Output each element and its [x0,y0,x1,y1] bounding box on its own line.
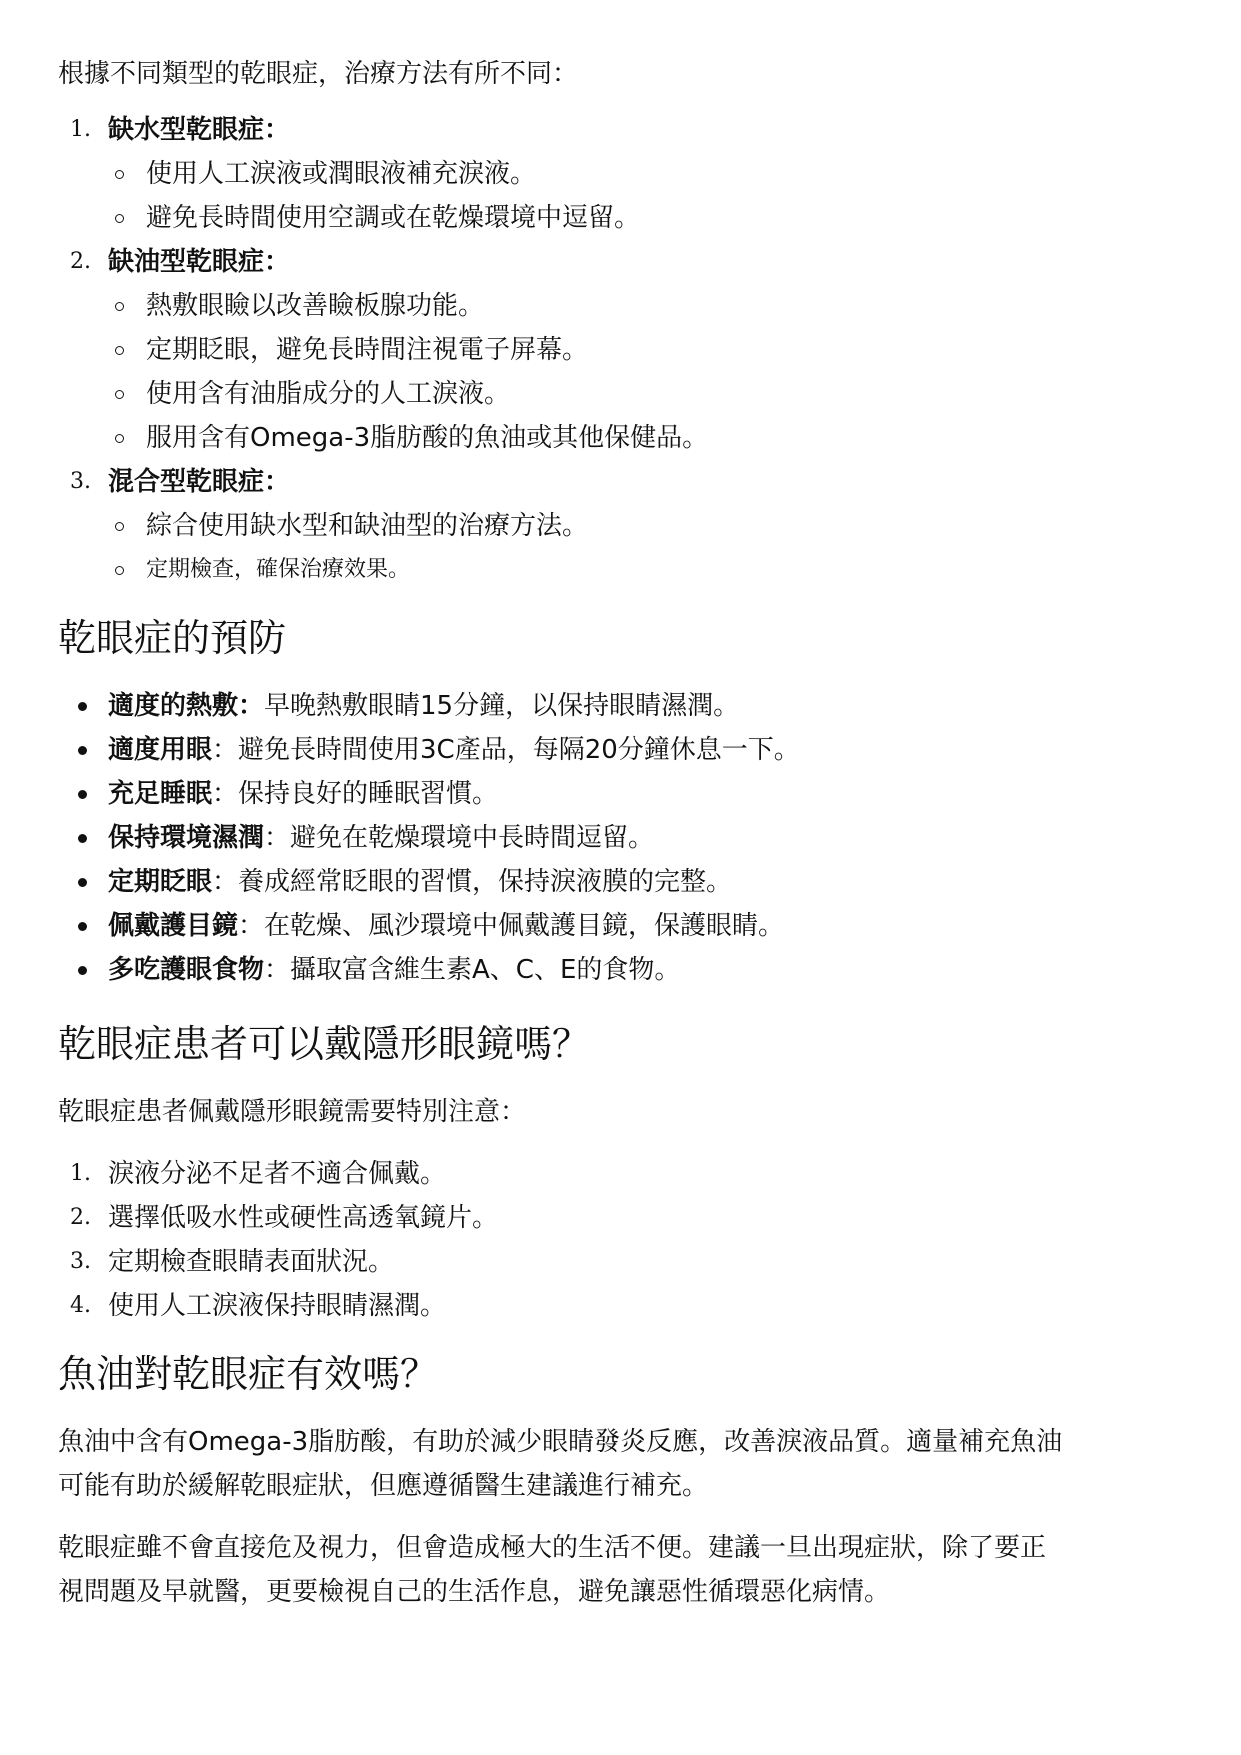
bullet-dot-icon [78,878,87,887]
fish-oil-heading: 魚油對乾眼症有效嗎？ [58,1352,439,1396]
treatment-type-title: 混合型乾眼症： [108,467,291,497]
treatment-type-title: 缺水型乾眼症： [108,115,291,145]
list-item: 1. 淚液分泌不足者不適合佩戴。 [58,1152,1183,1196]
list-number: 1. [70,1161,91,1186]
list-item: 使用含有油脂成分的人工淚液。 [108,372,1183,416]
list-item: 佩戴護目鏡：在乾燥、風沙環境中佩戴護目鏡，保護眼睛。 [58,904,1183,948]
list-item: 服用含有Omega-3脂肪酸的魚油或其他保健品。 [108,416,1183,460]
list-item: 適度的熱敷：早晚熱敷眼睛15分鐘，以保持眼睛濕潤。 [58,684,1183,728]
list-number: 4. [70,1293,91,1318]
circle-bullet-icon [115,214,124,223]
prevention-list [58,684,1183,992]
circle-bullet-icon [115,522,124,531]
list-item: 熱敷眼瞼以改善瞼板腺功能。 [108,284,1183,328]
circle-bullet-icon [115,346,124,355]
list-number: 3. [70,1249,91,1274]
list-number: 2. [70,249,91,274]
contact-lens-heading: 乾眼症患者可以戴隱形眼鏡嗎？ [58,1022,591,1066]
list-item: 2. 選擇低吸水性或硬性高透氧鏡片。 [58,1196,1183,1240]
circle-bullet-icon [115,390,124,399]
prevention-heading: 乾眼症的預防 [58,616,287,660]
list-item: 保持環境濕潤：避免在乾燥環境中長時間逗留。 [58,816,1183,860]
list-item: 適度用眼：避免長時間使用3C產品，每隔20分鐘休息一下。 [58,728,1183,772]
treatment-list [58,108,1183,592]
treatment-item-mixed [58,460,1183,592]
treatment-type-title: 缺油型乾眼症： [108,247,291,277]
conclusion-paragraph: 乾眼症雖不會直接危及視力，但會造成極大的生活不便。建議一旦出現症狀，除了要正 視問題及早就醫，更要檢視自己的生活作息，避免讓惡性循環惡化病情。 [58,1533,1047,1607]
bullet-dot-icon [78,922,87,931]
bullet-dot-icon [78,790,87,799]
bullet-dot-icon [78,702,87,711]
article-page [58,52,1183,1614]
list-item: 3. 定期檢查眼睛表面狀況。 [58,1240,1183,1284]
list-item: 定期檢查，確保治療效果。 [108,548,1183,592]
treatment-sublist [108,284,1183,460]
list-item: 4. 使用人工淚液保持眼睛濕潤。 [58,1284,1183,1328]
treatment-item-oil-deficient [58,240,1183,460]
bullet-dot-icon [78,834,87,843]
list-item: 定期眨眼，避免長時間注視電子屏幕。 [108,328,1183,372]
list-item: 使用人工淚液或潤眼液補充淚液。 [108,152,1183,196]
contact-lens-intro: 乾眼症患者佩戴隱形眼鏡需要特別注意： [58,1097,527,1127]
circle-bullet-icon [115,566,124,575]
list-item: 避免長時間使用空調或在乾燥環境中逗留。 [108,196,1183,240]
list-item: 綜合使用缺水型和缺油型的治療方法。 [108,504,1183,548]
circle-bullet-icon [115,434,124,443]
treatment-sublist [108,504,1183,592]
list-item: 定期眨眼：養成經常眨眼的習慣，保持淚液膜的完整。 [58,860,1183,904]
list-item: 充足睡眠：保持良好的睡眠習慣。 [58,772,1183,816]
contact-lens-list [58,1152,1183,1328]
list-number: 2. [70,1205,91,1230]
list-number: 1. [70,117,91,142]
list-number: 3. [70,469,91,494]
fish-oil-paragraph: 魚油中含有Omega-3脂肪酸，有助於減少眼睛發炎反應，改善淚液品質。適量補充魚油 可能有助於緩解乾眼症狀，但應遵循醫生建議進行補充。 [58,1427,1063,1501]
circle-bullet-icon [115,302,124,311]
bullet-dot-icon [78,966,87,975]
bullet-dot-icon [78,746,87,755]
circle-bullet-icon [115,170,124,179]
treatment-item-water-deficient [58,108,1183,240]
treatment-sublist [108,152,1183,240]
treatment-intro: 根據不同類型的乾眼症，治療方法有所不同： [58,59,579,89]
list-item: 多吃護眼食物：攝取富含維生素A、C、E的食物。 [58,948,1183,992]
